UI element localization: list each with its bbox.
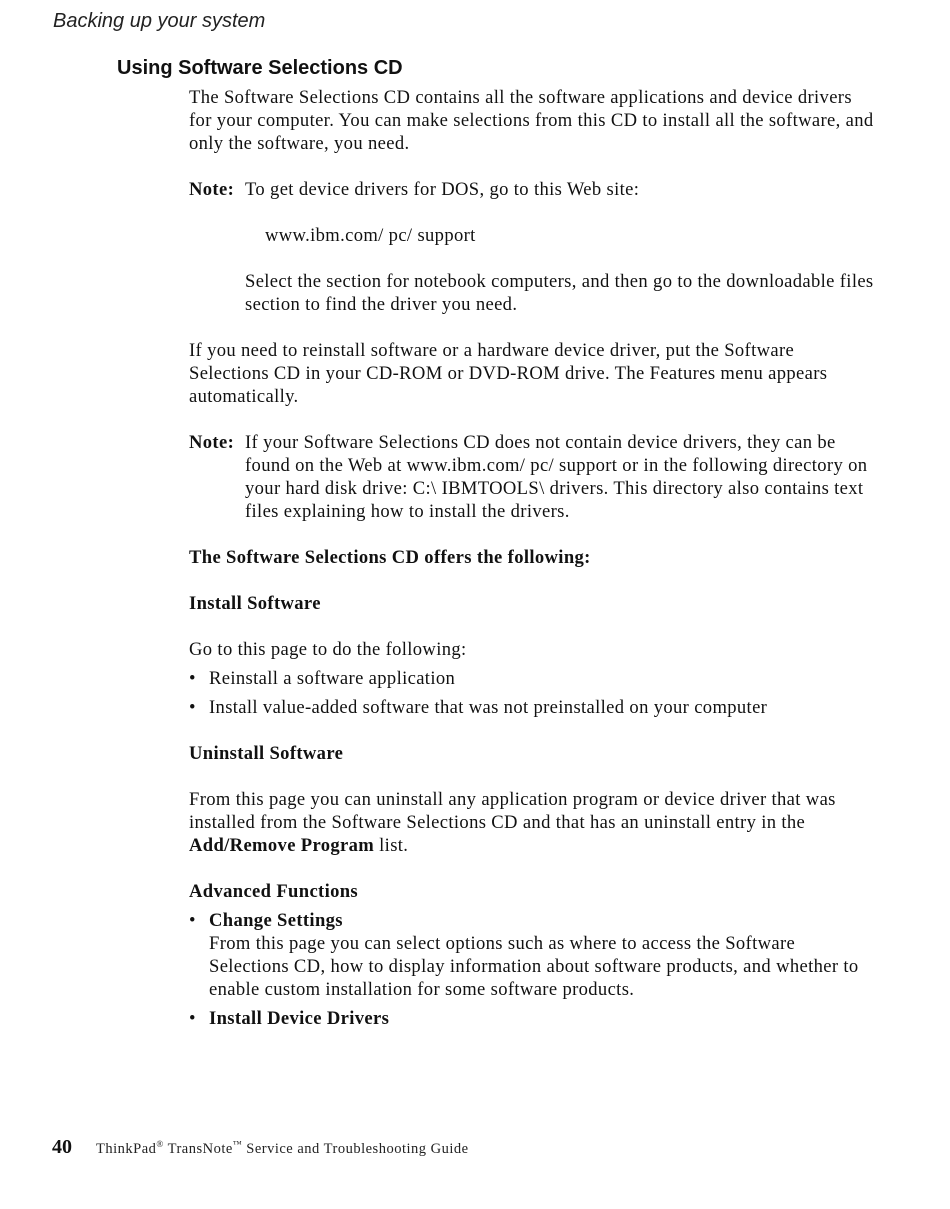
bullet-icon: • [189, 668, 196, 689]
footer-guide-title [96, 1141, 469, 1158]
uninstall-text-after: list. [379, 835, 409, 856]
note-dos-drivers [189, 178, 879, 201]
reinstall-paragraph: If you need to reinstall software or a hardware device driver, put the Software Selections CD in your CD-ROM or DVD-ROM drive. The Features menu appears automatically. [189, 340, 828, 407]
uninstall-software-paragraph [189, 788, 879, 857]
change-settings-label: Change Settings [209, 910, 343, 931]
add-remove-program-term: Add/Remove Program [189, 835, 375, 856]
install-software-heading: Install Software [189, 593, 321, 614]
advanced-functions-list [189, 909, 879, 1030]
note-label: Note: [189, 179, 235, 200]
note-text: To get device drivers for DOS, go to this Web site: [245, 179, 640, 200]
intro-paragraph: The Software Selections CD contains all the software applications and device drivers for your computer. You can make selections from this CD to install all the software, and only the software, you need. [189, 87, 874, 154]
main-content [189, 86, 879, 1030]
change-settings-description: From this page you can select options such as where to access the Software Selections CD, how to display information about software products, and whether to enable custom installation for some software products. [209, 933, 859, 1000]
registered-mark: ® [156, 1139, 164, 1150]
list-item [189, 1007, 879, 1030]
offers-heading: The Software Selections CD offers the following: [189, 547, 591, 568]
bullet-icon: • [189, 697, 196, 718]
list-item [189, 696, 879, 719]
note-text: If your Software Selections CD does not contain device drivers, they can be found on the Web at www.ibm.com/ pc/ support or in the following directory on your hard disk drive: C:\ IBMTOOLS\ drivers. This directory also contains text files explaining how to install the drivers. [245, 432, 868, 522]
list-item [189, 667, 879, 690]
section-title: Using Software Selections CD [117, 57, 403, 79]
page-number: 40 [52, 1136, 72, 1158]
support-url: www.ibm.com/ pc/ support [265, 225, 476, 246]
uninstall-text-before: From this page you can uninstall any application program or device driver that was installed from the Software Selections CD and that has an uninstall entry in the [189, 789, 836, 833]
note-followup-text: Select the section for notebook computers, and then go to the downloadable files section to find the driver you need. [245, 271, 874, 315]
list-item [189, 909, 879, 1001]
list-item-text: Reinstall a software application [209, 668, 456, 689]
install-software-lead: Go to this page to do the following: [189, 639, 467, 660]
running-header: Backing up your system [53, 10, 266, 32]
footer-product2: TransNote [167, 1141, 233, 1157]
uninstall-software-heading: Uninstall Software [189, 743, 344, 764]
install-device-drivers-label: Install Device Drivers [209, 1008, 390, 1029]
bullet-icon: • [189, 1008, 196, 1029]
footer-product: ThinkPad [96, 1141, 157, 1157]
trademark-mark: ™ [232, 1139, 243, 1150]
bullet-icon: • [189, 910, 196, 931]
advanced-functions-heading: Advanced Functions [189, 881, 359, 902]
note-label: Note: [189, 432, 235, 453]
note-driver-directory [189, 431, 879, 523]
footer-guide-name: Service and Troubleshooting Guide [246, 1141, 469, 1157]
install-software-list [189, 667, 879, 719]
page-footer [52, 1136, 469, 1159]
list-item-text: Install value-added software that was not preinstalled on your computer [209, 697, 768, 718]
